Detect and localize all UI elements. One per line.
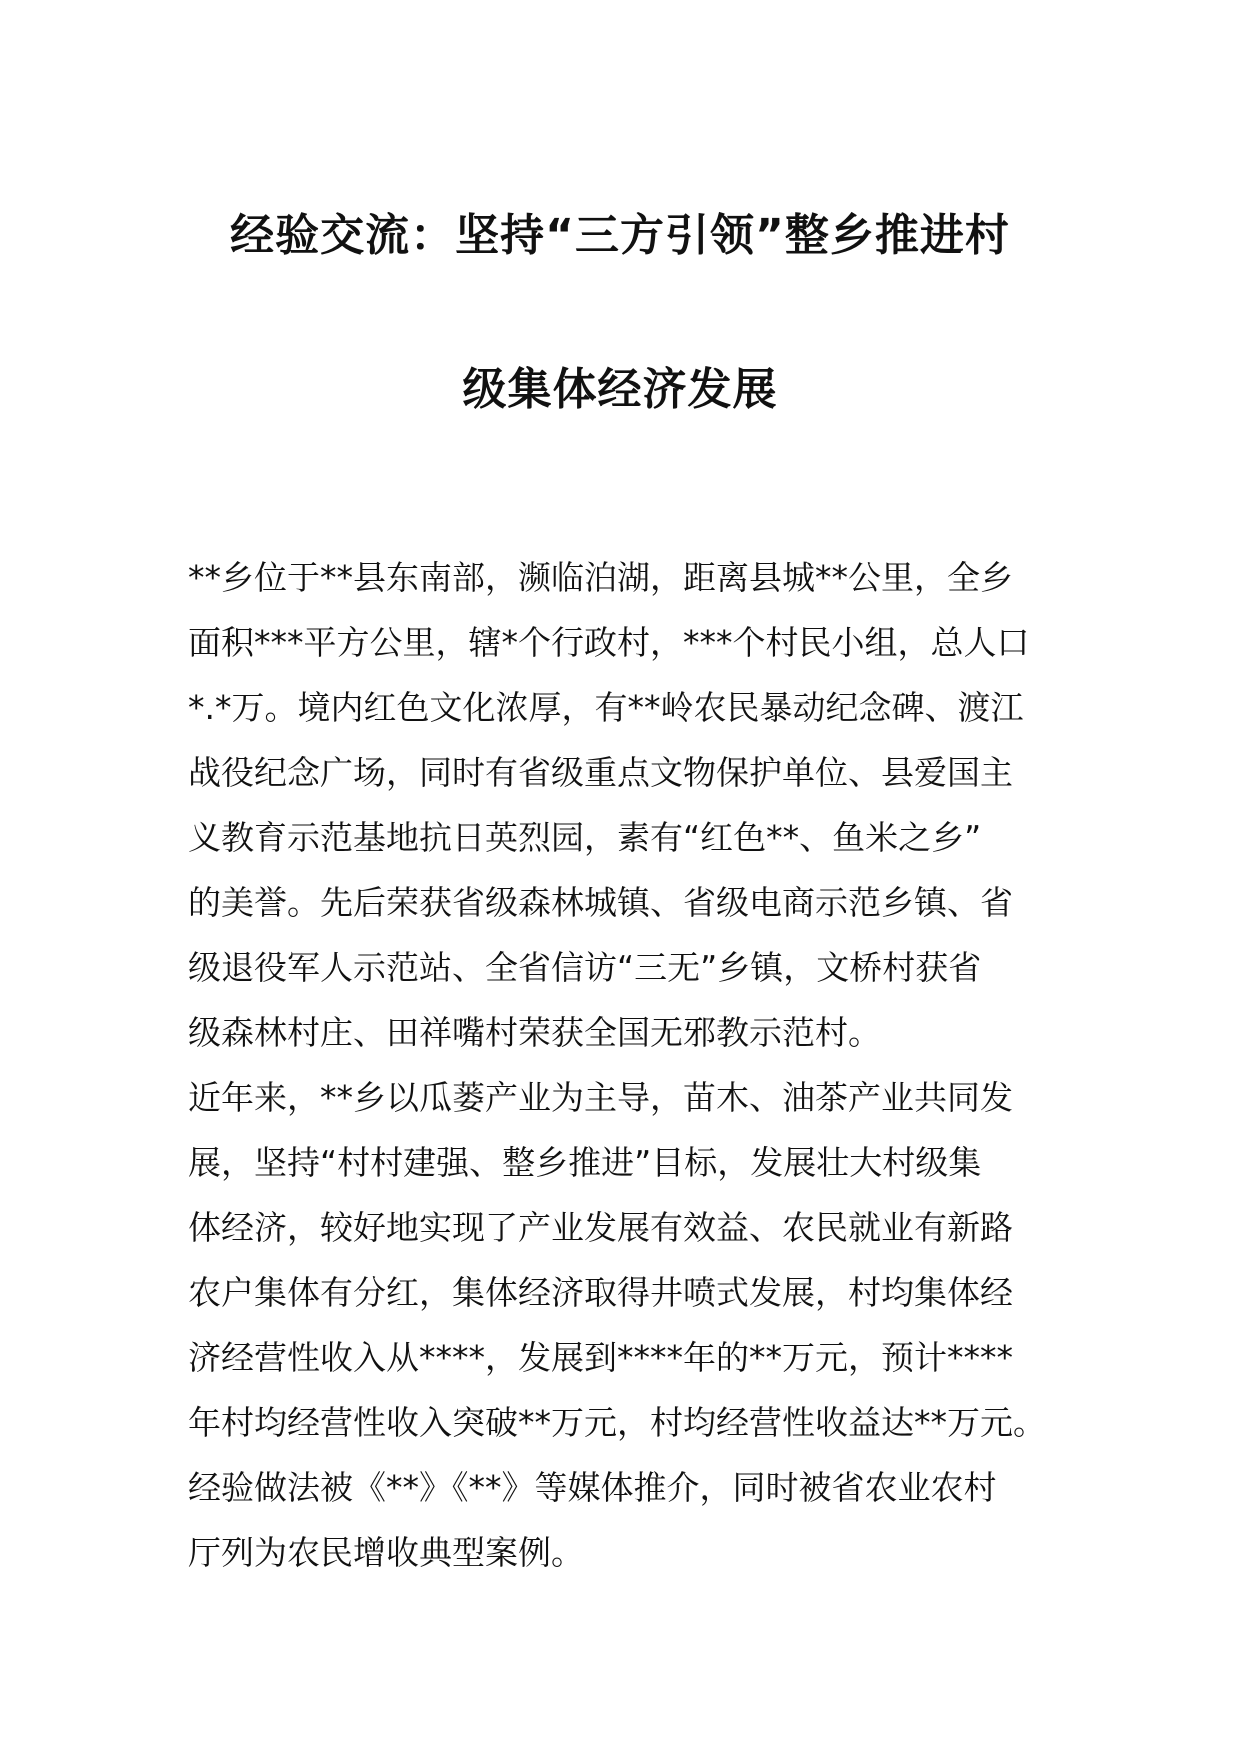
title-line-1: 经验交流：坚持“三方引领”整乡推进村 [230,210,1010,261]
text-line: **乡位于**县东南部，濒临泊湖，距离县城**公里，全乡 [188,558,1013,597]
body-text [188,545,1058,1585]
text-line: 厅列为农民增收典型案例。 [188,1533,584,1572]
text-line: 近年来，**乡以瓜蒌产业为主导，苗木、油茶产业共同发 [188,1078,1013,1117]
title-line-2: 级集体经济发展 [462,364,778,415]
text-line: 战役纪念广场，同时有省级重点文物保护单位、县爱国主 [188,753,1013,792]
paragraph-1 [188,545,1058,1065]
text-line: 级退役军人示范站、全省信访“三无”乡镇，文桥村获省 [188,948,982,987]
text-line: 义教育示范基地抗日英烈园，素有“红色**、鱼米之乡” [188,818,982,857]
text-line: *.*万。境内红色文化浓厚，有**岭农民暴动纪念碑、渡江 [188,688,1024,727]
text-line: 级森林村庄、田祥嘴村荣获全国无邪教示范村。 [188,1013,881,1052]
text-line: 面积***平方公里，辖*个行政村，***个村民小组，总人口 [188,623,1030,662]
text-line: 展，坚持“村村建强、整乡推进”目标，发展壮大村级集 [188,1143,982,1182]
text-line: 农户集体有分红，集体经济取得井喷式发展，村均集体经 [188,1273,1013,1312]
text-line: 体经济，较好地实现了产业发展有效益、农民就业有新路 [188,1208,1013,1247]
text-line: 济经营性收入从****，发展到****年的**万元，预计**** [188,1338,1013,1377]
text-line: 年村均经营性收入突破**万元，村均经营性收益达**万元。 [188,1403,1046,1442]
paragraph-2 [188,1065,1058,1585]
text-line: 经验做法被《**》《**》等媒体推介，同时被省农业农村 [188,1468,997,1507]
text-line: 的美誉。先后荣获省级森林城镇、省级电商示范乡镇、省 [188,883,1013,922]
